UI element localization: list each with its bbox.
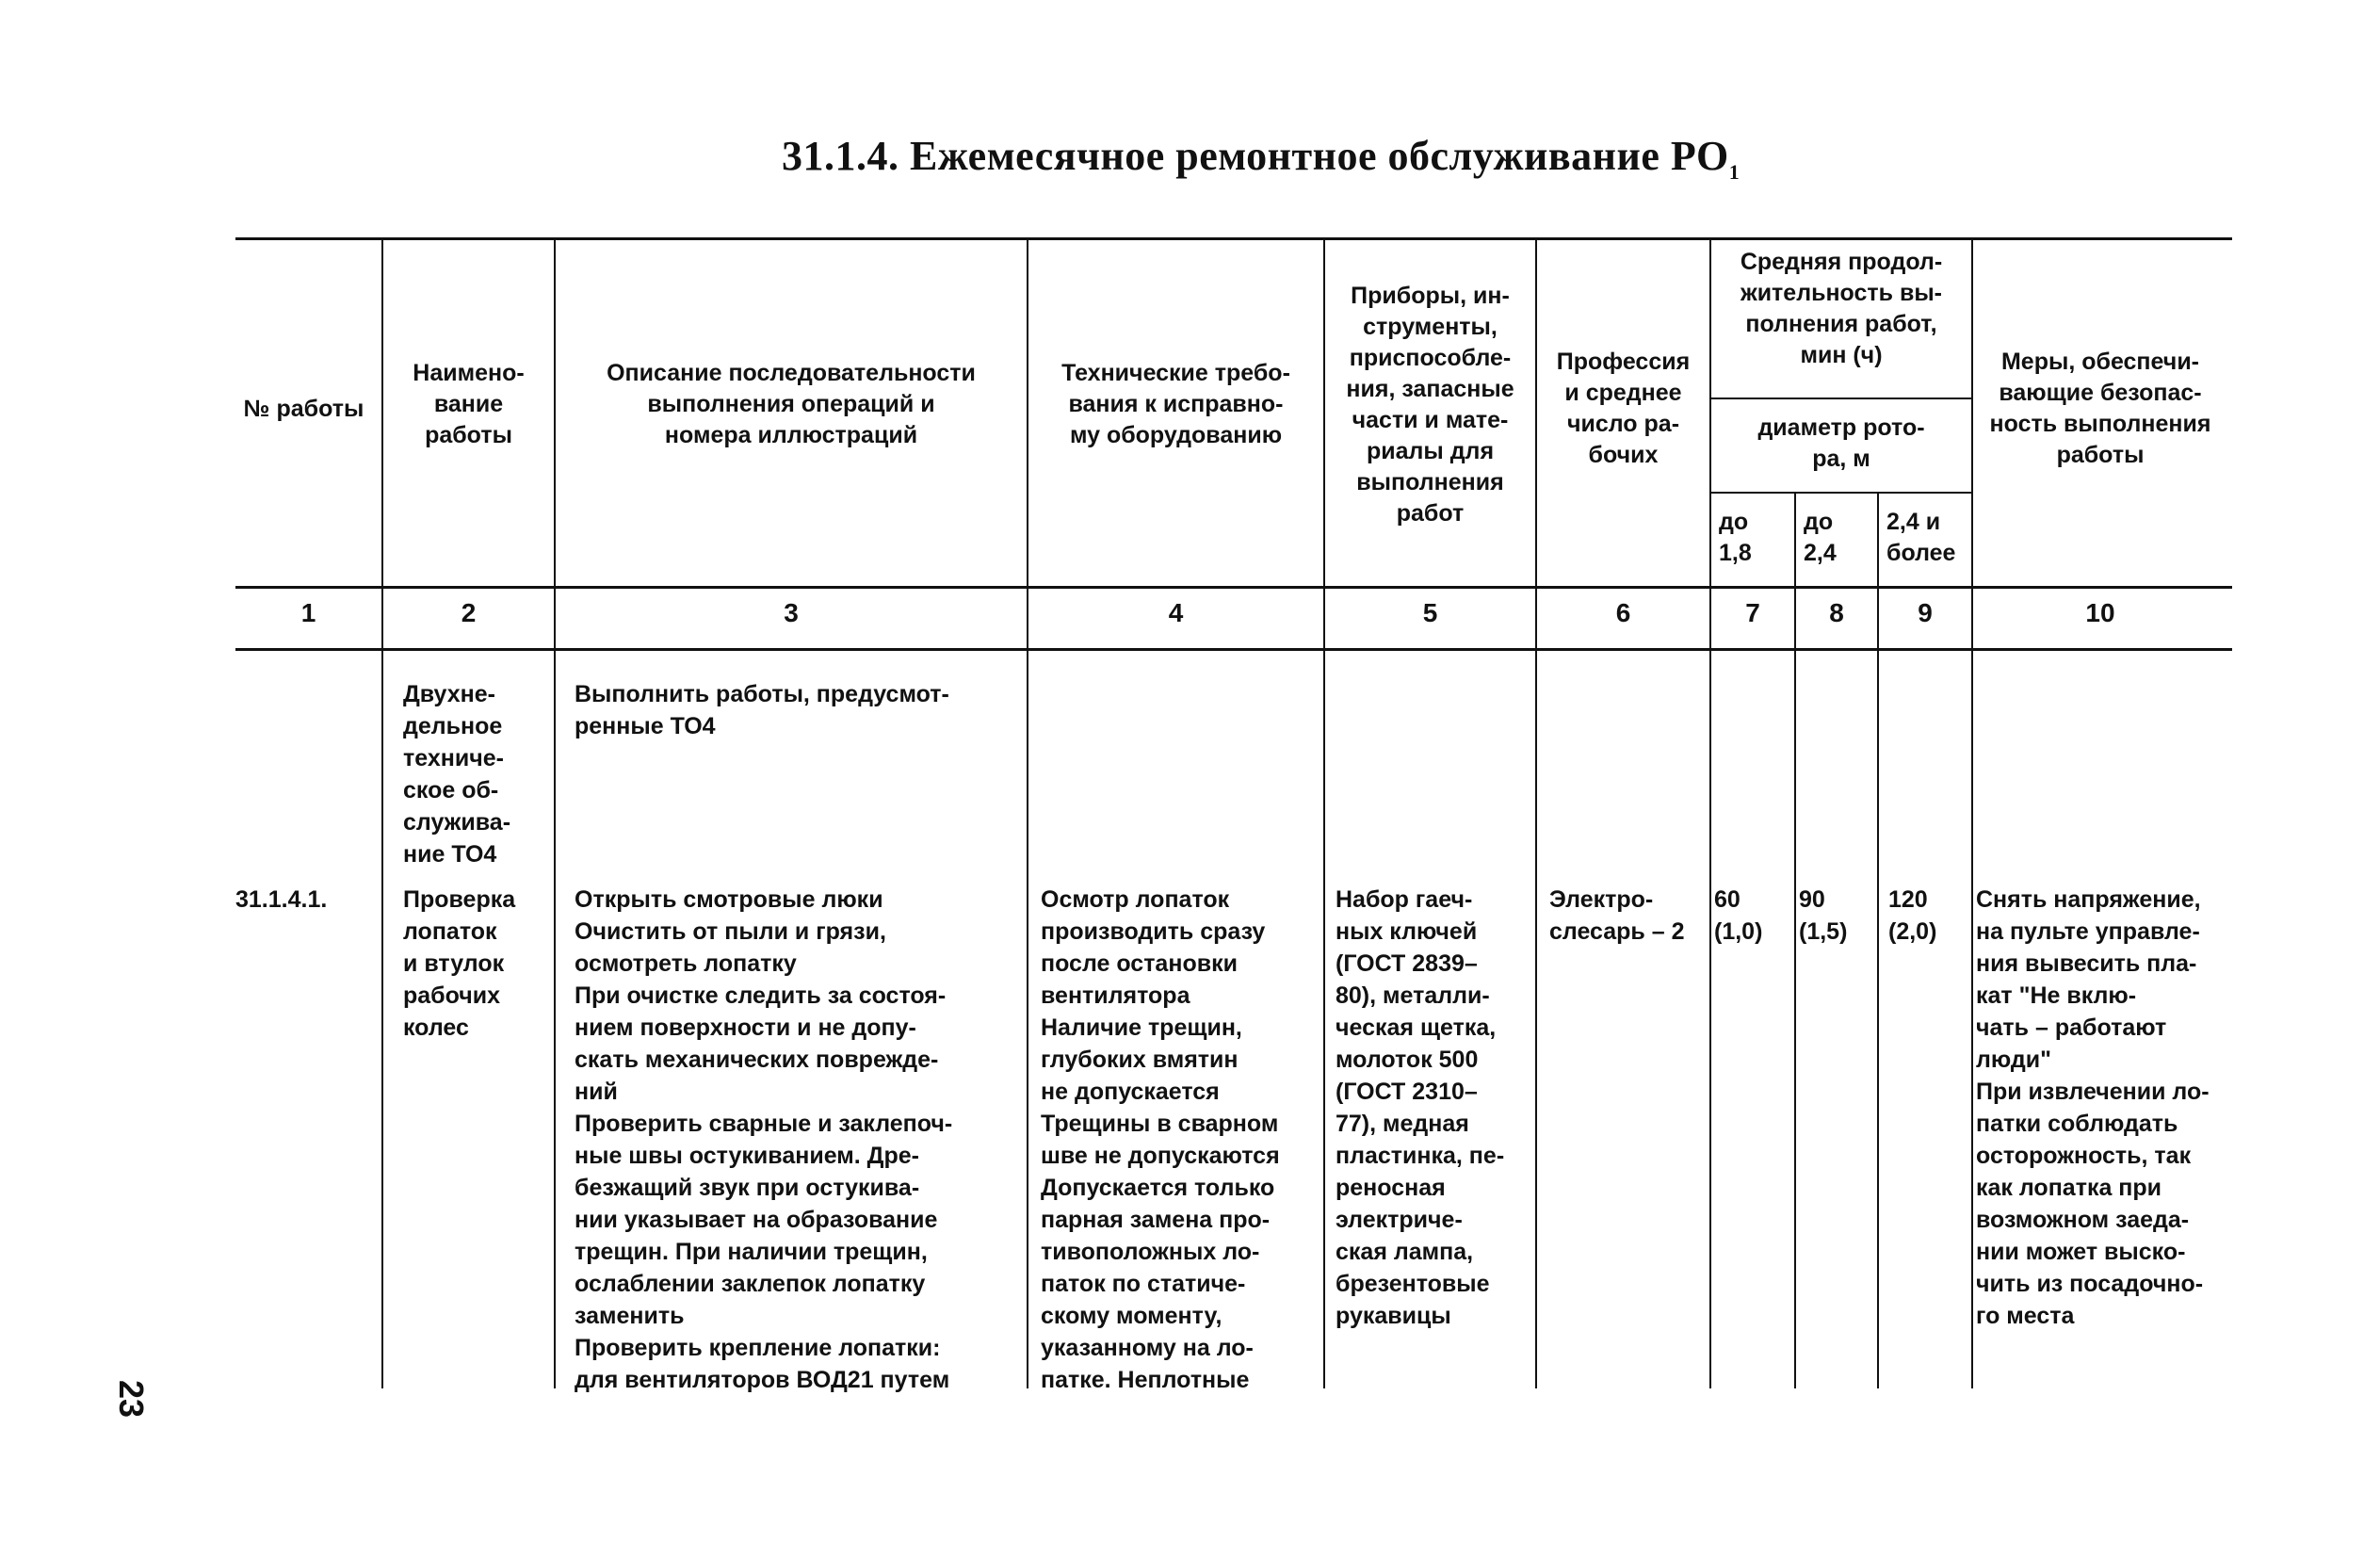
header-tools: Приборы, ин- струменты, приспособле- ния, запасные части и мате- риалы для выполнения работ: [1346, 283, 1514, 527]
numbers-bottom-rule: [235, 648, 2232, 651]
header-diameter-group: диаметр рото- ра, м: [1757, 414, 1925, 472]
header-safety: Меры, обеспечи- вающие безопас- ность выполнения работы: [1989, 349, 2211, 468]
row-duration-over-2-4: 120 (2,0): [1888, 886, 1937, 945]
row-to4-description: Выполнить работы, предусмот- ренные ТО4: [575, 681, 949, 739]
column-number-7: 7: [1745, 598, 1760, 627]
column-number-8: 8: [1829, 598, 1844, 627]
header-duration-group: Средняя продол- жительность вы- полнения работ, мин (ч): [1740, 249, 1943, 368]
header-bottom-rule: [235, 586, 2232, 589]
column-number-9: 9: [1918, 598, 1933, 627]
header-work-number: № работы: [243, 396, 364, 422]
header-description: Описание последовательности выполнения операций и номера иллюстраций: [607, 360, 976, 448]
header-profession: Профессия и среднее число ра- бочих: [1556, 349, 1691, 468]
row-requirements: Осмотр лопаток производить сразу после остановки вентилятора Наличие трещин, глубоких вмятин не допускается Трещины в сварном шве не допускаются Допускается только парная замена про- тивоположных ло- паток по статиче- скому моменту, указанному на ло- патке. Неплотные: [1041, 886, 1280, 1393]
column-number-1: 1: [300, 598, 316, 627]
column-number-10: 10: [2085, 598, 2115, 627]
row-to4-name: Двухне- дельное техниче- ское об- служива- ние ТО4: [403, 681, 511, 868]
row-duration-2-4: 90 (1,5): [1799, 886, 1848, 945]
page-title: 31.1.4. Ежемесячное ремонтное обслуживание $РО_1$: [782, 133, 1740, 184]
column-number-6: 6: [1615, 598, 1631, 627]
header-diameter-1-8: до 1,8: [1719, 509, 1752, 566]
column-number-5: 5: [1422, 598, 1438, 627]
column-number-3: 3: [784, 598, 799, 627]
column-number-4: 4: [1168, 598, 1184, 627]
row-duration-1-8: 60 (1,0): [1714, 886, 1763, 945]
row-tools: Набор гаеч- ных ключей (ГОСТ 2839– 80), металли- ческая щетка, молоток 500 (ГОСТ 2310– 77), медная пластинка, пе- реносная электриче- ская лампа, брезентовые рукавицы: [1336, 886, 1505, 1329]
column-number-2: 2: [461, 598, 477, 627]
row-profession: Электро- слесарь – 2: [1549, 886, 1685, 945]
row-work-number: 31.1.4.1.: [235, 886, 328, 913]
diameter-top-rule: [1709, 398, 1973, 399]
header-requirements: Технические требо- вания к исправно- му оборудованию: [1061, 360, 1290, 448]
diameter-bottom-rule: [1709, 492, 1973, 494]
table-top-rule: [235, 237, 2232, 240]
header-diameter-over-2-4: 2,4 и более: [1886, 509, 1956, 566]
header-work-name: Наимено- вание работы: [413, 360, 525, 448]
page-number: 23: [112, 1380, 151, 1419]
row-work-name: Проверка лопаток и втулок рабочих колес: [403, 886, 516, 1041]
row-safety: Снять напряжение, на пульте управле- ния вывесить пла- кат "Не вклю- чать – работают люди" При извлечении ло- патки соблюдать осторожность, так как лопатка при возможном заеда- нии может выско- чить из посадочно- го места: [1976, 886, 2210, 1329]
header-diameter-2-4: до 2,4: [1804, 509, 1837, 566]
row-description: Открыть смотровые люки Очистить от пыли и грязи, осмотреть лопатку При очистке следить за состоя- нием поверхности и не допу- скать механических поврежде- ний Проверить сварные и заклепоч- ные швы остукиванием. Дре- безжащий звук при остукива- нии указывает на образование трещин. При наличии трещин, ослаблении заклепок лопатку заменить Проверить крепление лопатки: для вентиляторов ВОД21 путем: [575, 886, 953, 1393]
vrule-6: [1709, 239, 1711, 1388]
